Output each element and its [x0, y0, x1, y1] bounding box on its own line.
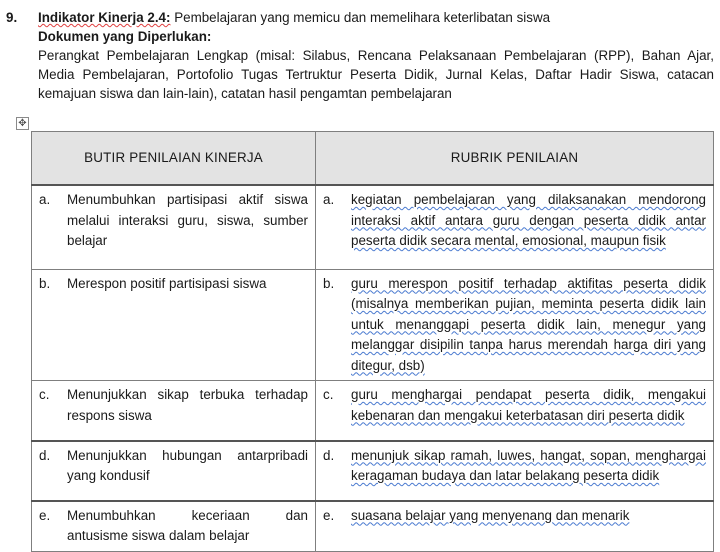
rubric-text: suasana belajar yang menyenang dan menarik — [351, 507, 630, 523]
col-header-butir: BUTIR PENILAIAN KINERJA — [32, 132, 316, 186]
table-move-handle-icon[interactable]: ✥ — [16, 117, 29, 130]
table-row — [32, 269, 714, 381]
rubric-text: menunjuk sikap ramah, luwes, hangat, sopan, menghargai keragaman budaya dan latar belakang peserta didik — [351, 447, 706, 483]
rubric-letter: e. — [323, 507, 335, 523]
item-letter: e. — [39, 507, 51, 523]
indicator-block — [38, 8, 714, 103]
item-text: Menumbuhkan partisipasi aktif siswa melalui interaksi guru, siswa, sumber belajar — [67, 192, 308, 248]
table-row — [32, 501, 714, 552]
table-row — [32, 185, 714, 269]
rubric-cell[interactable] — [316, 441, 714, 501]
item-cell[interactable] — [32, 381, 316, 441]
required-documents-label: Dokumen yang Diperlukan: — [38, 29, 212, 44]
indicator-title: Indikator Kinerja 2.4: — [38, 10, 171, 25]
item-cell[interactable] — [32, 441, 316, 501]
rubric-letter: c. — [323, 387, 334, 402]
item-text: Menumbuhkan keceriaan dan antusisme siswa dalam belajar — [67, 507, 308, 543]
rubric-cell[interactable] — [316, 381, 714, 441]
col-header-rubrik: RUBRIK PENILAIAN — [316, 132, 714, 186]
rubric-cell[interactable] — [316, 269, 714, 381]
item-letter: c. — [39, 387, 50, 402]
item-cell[interactable] — [32, 269, 316, 381]
item-text: Menunjukkan sikap terbuka terhadap respons siswa — [67, 387, 308, 423]
item-letter: d. — [39, 447, 51, 463]
assessment-table — [31, 131, 714, 552]
item-number: 9. — [6, 10, 18, 25]
table-row — [32, 381, 714, 441]
rubric-text: kegiatan pembelajaran yang dilaksanakan mendorong interaksi aktif antara guru dengan peserta didik antar peserta didik secara mental, emosional, maupun fisik — [351, 192, 706, 248]
rubric-letter: b. — [323, 275, 335, 291]
item-text: Menunjukkan hubungan antarpribadi yang kondusif — [67, 447, 308, 483]
item-letter: a. — [39, 192, 51, 207]
item-letter: b. — [39, 275, 51, 291]
required-documents-text: Perangkat Pembelajaran Lengkap (misal: Silabus, Rencana Pelaksanaan Pembelajaran (RPP), Bahan Ajar, Media Pembelajaran, Portofolio Tugas Tertruktur Peserta Didik, Jurnal Kelas, Daftar Hadir Siswa, catacan kemajuan siswa dan lain-lain), catatan hasil pengamtan pembelajaran — [38, 48, 714, 101]
item-cell[interactable] — [32, 185, 316, 269]
item-text: Merespon positif partisipasi siswa — [67, 275, 267, 291]
rubric-letter: d. — [323, 447, 335, 463]
table-header-row — [32, 132, 714, 186]
item-cell[interactable] — [32, 501, 316, 552]
rubric-text: guru merespon positif terhadap aktifitas peserta didik (misalnya memberikan pujian, meminta peserta didik lain untuk menanggapi peserta didik lain, menegur yang melanggar disipilin tanpa harus merendah harga diri yang ditegur, dsb) — [351, 275, 706, 373]
table-row — [32, 441, 714, 501]
rubric-letter: a. — [323, 192, 335, 207]
indicator-description: Pembelajaran yang memicu dan memelihara keterlibatan siswa — [170, 10, 551, 25]
rubric-text: guru menghargai pendapat peserta didik, mengakui kebenaran dan mengakui keterbatasan diri peserta didik — [351, 387, 706, 423]
rubric-cell[interactable] — [316, 185, 714, 269]
rubric-cell[interactable] — [316, 501, 714, 552]
indicator-line — [38, 8, 714, 27]
